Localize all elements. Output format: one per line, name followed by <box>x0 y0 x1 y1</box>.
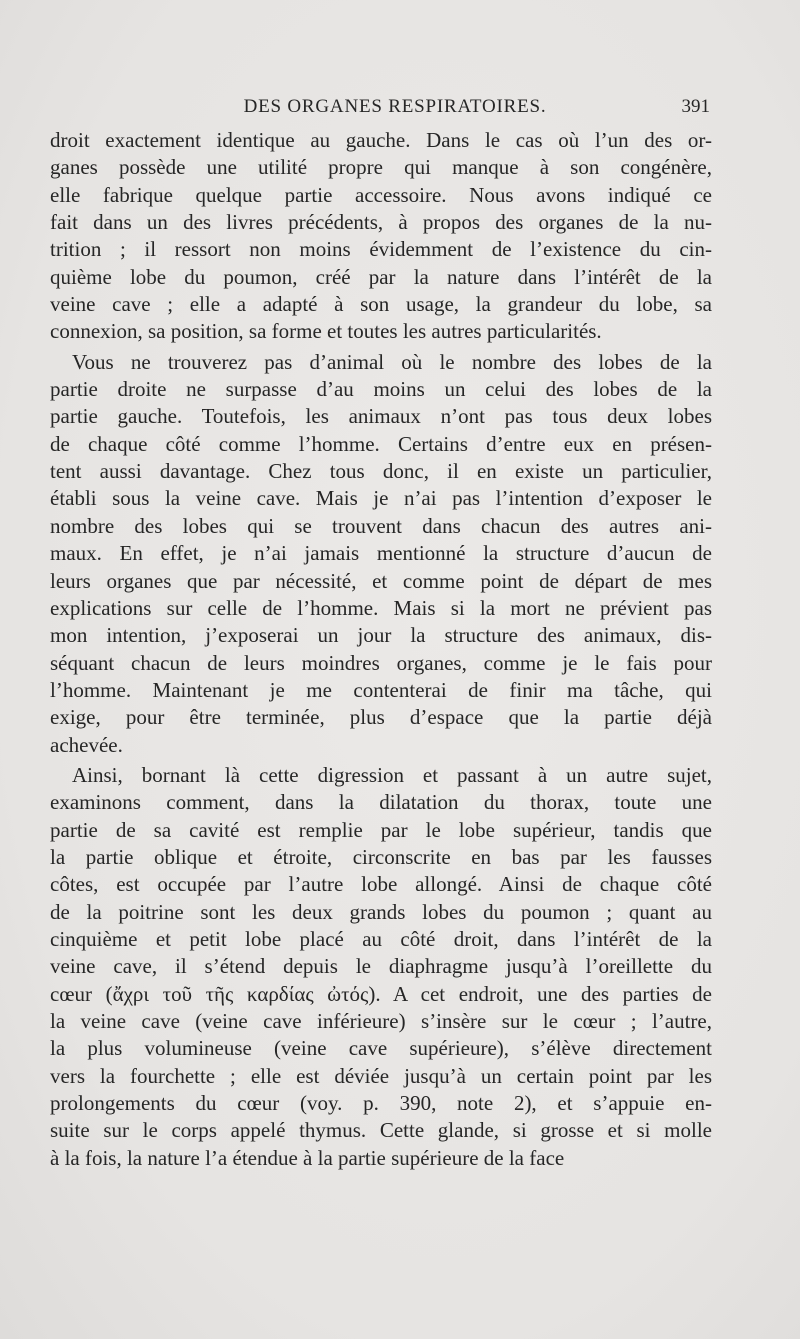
text-line: la plus volumineuse (veine cave supérieure), s’élève directement <box>50 1036 712 1061</box>
text-line: cinquième et petit lobe placé au côté droit, dans l’intérêt de la <box>50 926 712 951</box>
text-line: achevée. <box>50 732 123 757</box>
text-line: cœur (ἄχρι τοῦ τῆς καρδίας ὠτός). A cet endroit, une des parties de <box>50 981 712 1006</box>
text-line: mon intention, j’exposerai un jour la structure des animaux, dis- <box>50 623 712 648</box>
text-line: Vous ne trouverez pas d’animal où le nombre des lobes de la <box>72 349 712 374</box>
text-line: ganes possède une utilité propre qui manque à son congénère, <box>50 155 712 180</box>
text-line: tent aussi davantage. Chez tous donc, il en existe un particulier, <box>50 459 712 484</box>
text-line: établi sous la veine cave. Mais je n’ai pas l’intention d’exposer le <box>50 486 712 511</box>
text-line: Ainsi, bornant là cette digression et passant à un autre sujet, <box>72 762 712 787</box>
text-line: séquant chacun de leurs moindres organes, comme je le fais pour <box>50 650 712 675</box>
text-line: la veine cave (veine cave inférieure) s’insère sur le cœur ; l’autre, <box>50 1009 712 1033</box>
text-line: partie de sa cavité est remplie par le lobe supérieur, tandis que <box>50 817 712 842</box>
paragraph <box>50 127 712 346</box>
text-line: elle fabrique quelque partie accessoire. Nous avons indiqué ce <box>50 182 712 207</box>
running-head: DES ORGANES RESPIRATOIRES. <box>243 96 547 117</box>
page-number: 391 <box>681 96 710 117</box>
text-line: maux. En effet, je n’ai jamais mentionné la structure d’aucun de <box>50 541 712 566</box>
text-line: veine cave ; elle a adapté à son usage, la grandeur du lobe, sa <box>50 292 712 317</box>
text-line: côtes, est occupée par l’autre lobe allongé. Ainsi de chaque côté <box>50 872 712 897</box>
text-line: nombre des lobes qui se trouvent dans chacun des autres ani- <box>50 513 712 538</box>
text-line: exige, pour être terminée, plus d’espace que la partie déjà <box>50 705 712 730</box>
text-line: la partie oblique et étroite, circonscrite en bas par les fausses <box>50 844 712 869</box>
text-line: vers la fourchette ; elle est déviée jusqu’à un certain point par les <box>50 1063 712 1088</box>
text-line: l’homme. Maintenant je me contenterai de finir ma tâche, qui <box>50 677 712 702</box>
text-line: explications sur celle de l’homme. Mais si la mort ne prévient pas <box>50 595 712 620</box>
page-header <box>50 92 710 122</box>
text-line: veine cave, il s’étend depuis le diaphragme jusqu’à l’oreillette du <box>50 954 712 979</box>
text-line: trition ; il ressort non moins évidemment de l’existence du cin- <box>50 237 712 262</box>
paragraph <box>50 349 712 759</box>
text-line: examinons comment, dans la dilatation du thorax, toute une <box>50 790 712 815</box>
text-line: prolongements du cœur (voy. p. 390, note 2), et s’appuie en- <box>50 1091 712 1116</box>
paragraph <box>50 762 712 1172</box>
text-line: connexion, sa position, sa forme et toutes les autres particularités. <box>50 319 602 344</box>
text-line: à la fois, la nature l’a étendue à la partie supérieure de la face <box>50 1145 565 1170</box>
text-line: de la poitrine sont les deux grands lobes du poumon ; quant au <box>50 899 712 924</box>
body-text <box>50 127 712 1172</box>
text-line: quième lobe du poumon, créé par la nature dans l’intérêt de la <box>50 264 712 289</box>
text-line: de chaque côté comme l’homme. Certains d’entre eux en présen- <box>50 431 712 456</box>
text-line: partie droite ne surpasse d’au moins un celui des lobes de la <box>50 377 712 402</box>
text-line: fait dans un des livres précédents, à propos des organes de la nu- <box>50 210 712 235</box>
text-line: droit exactement identique au gauche. Dans le cas où l’un des or- <box>50 128 712 152</box>
text-line: partie gauche. Toutefois, les animaux n’ont pas tous deux lobes <box>50 404 712 429</box>
text-line: suite sur le corps appelé thymus. Cette glande, si grosse et si molle <box>50 1118 712 1143</box>
text-line: leurs organes que par nécessité, et comme point de départ de mes <box>50 568 712 593</box>
